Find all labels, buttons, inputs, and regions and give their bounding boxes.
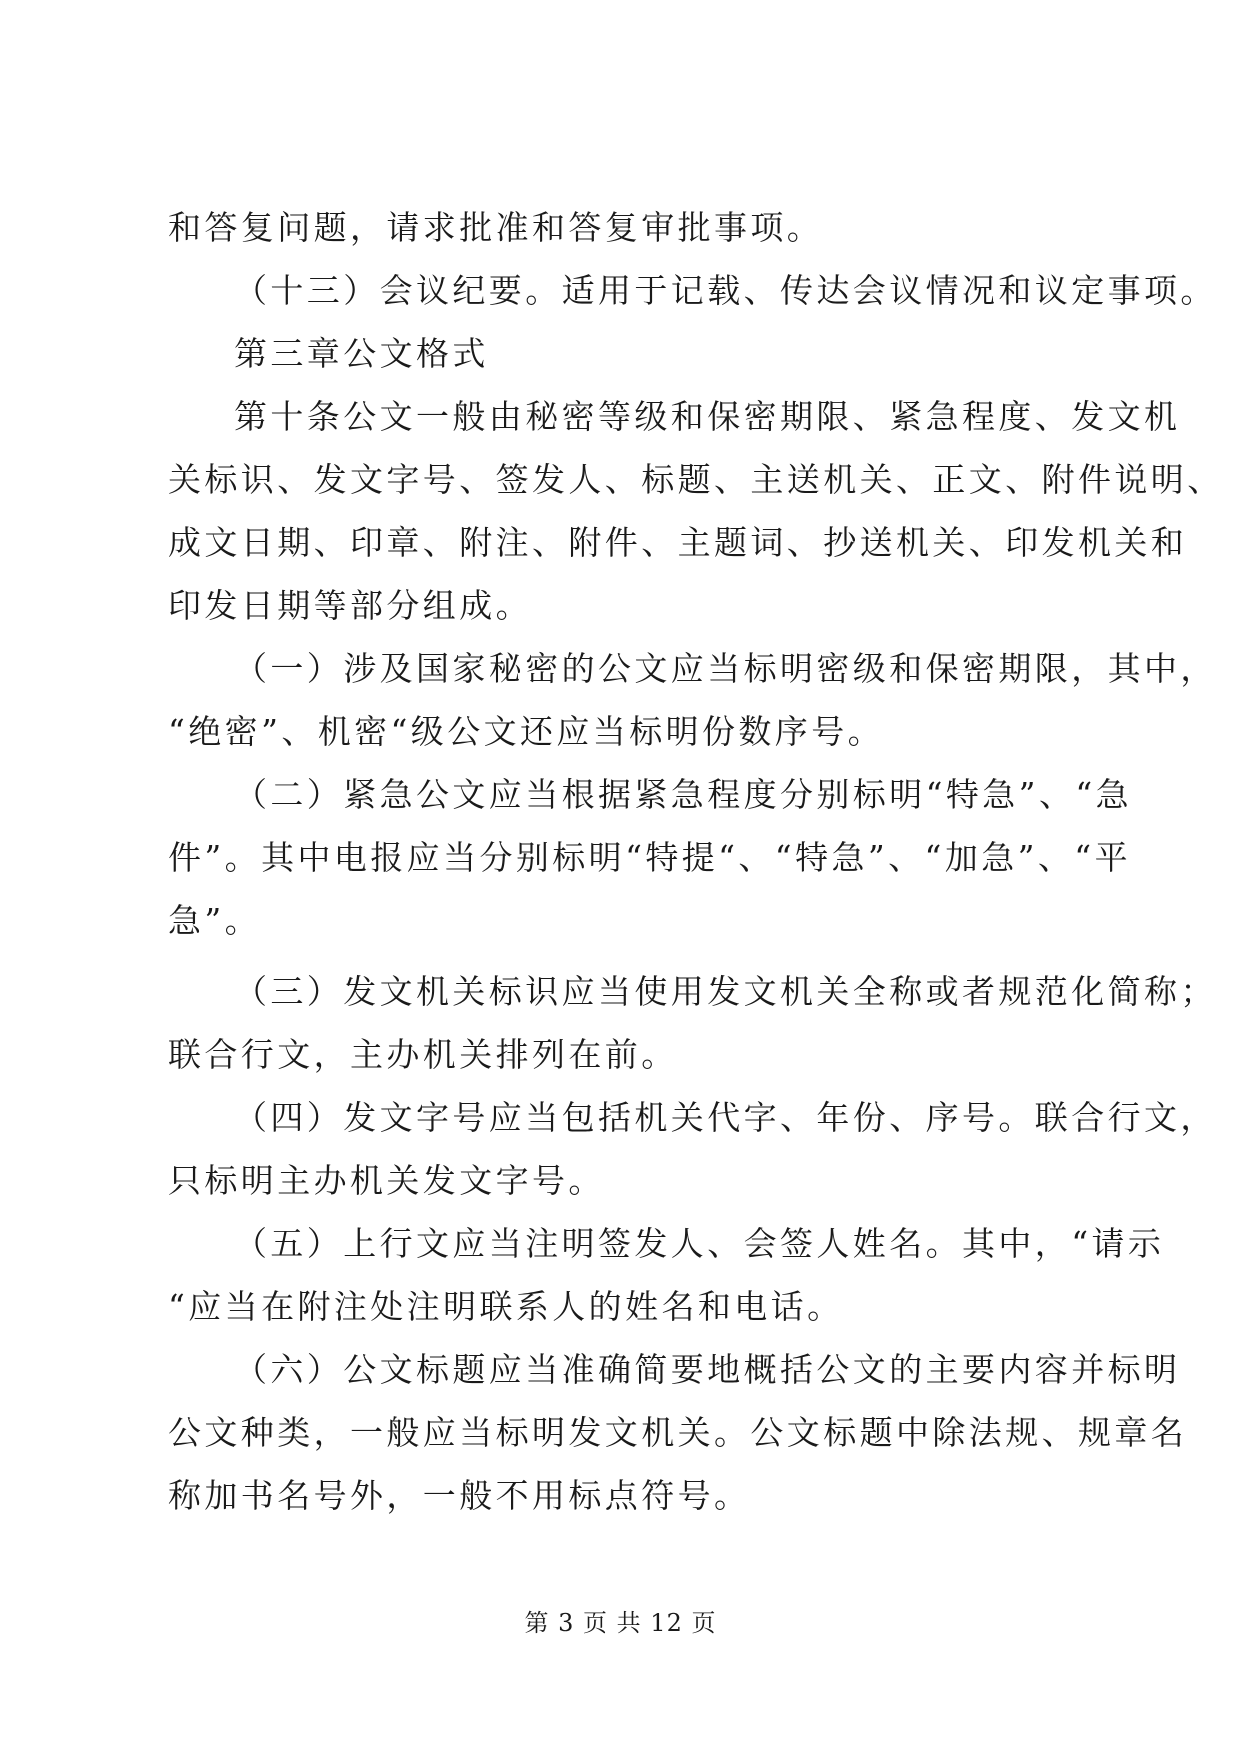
body-line: 急”。 xyxy=(168,901,262,940)
body-line: 称加书名号外，一般不用标点符号。 xyxy=(168,1476,751,1515)
body-line: 联合行文，主办机关排列在前。 xyxy=(168,1035,678,1074)
body-line: 关标识、发文字号、签发人、标题、主送机关、正文、附件说明、 xyxy=(168,460,1224,499)
body-line: 只标明主办机关发文字号。 xyxy=(168,1161,605,1200)
body-line: （三）发文机关标识应当使用发文机关全称或者规范化简称； xyxy=(234,972,1217,1011)
body-line: 公文种类，一般应当标明发文机关。公文标题中除法规、规章名 xyxy=(168,1413,1188,1452)
body-line: “应当在附注处注明联系人的姓名和电话。 xyxy=(168,1287,844,1326)
body-line: “绝密”、机密“级公文还应当标明份数序号。 xyxy=(168,712,885,751)
body-line: （六）公文标题应当准确简要地概括公文的主要内容并标明 xyxy=(234,1350,1181,1389)
body-line: （二）紧急公文应当根据紧急程度分别标明“特急”、“急 xyxy=(234,775,1133,814)
body-line: （四）发文字号应当包括机关代字、年份、序号。联合行文， xyxy=(234,1098,1217,1137)
body-line: 件”。其中电报应当分别标明“特提“、“特急”、“加急”、“平 xyxy=(168,838,1131,877)
body-line: （一）涉及国家秘密的公文应当标明密级和保密期限，其中， xyxy=(234,649,1217,688)
body-line: 第十条公文一般由秘密等级和保密期限、紧急程度、发文机 xyxy=(234,397,1181,436)
chapter-heading: 第三章公文格式 xyxy=(234,334,489,373)
body-line: （五）上行文应当注明签发人、会签人姓名。其中，“请示 xyxy=(234,1224,1165,1263)
body-line: 印发日期等部分组成。 xyxy=(168,586,532,625)
body-line: （十三）会议纪要。适用于记载、传达会议情况和议定事项。 xyxy=(234,271,1217,310)
page-number-footer: 第 3 页 共 12 页 xyxy=(524,1609,717,1637)
body-line: 成文日期、印章、附注、附件、主题词、抄送机关、印发机关和 xyxy=(168,523,1188,562)
body-line: 和答复问题，请求批准和答复审批事项。 xyxy=(168,208,824,247)
